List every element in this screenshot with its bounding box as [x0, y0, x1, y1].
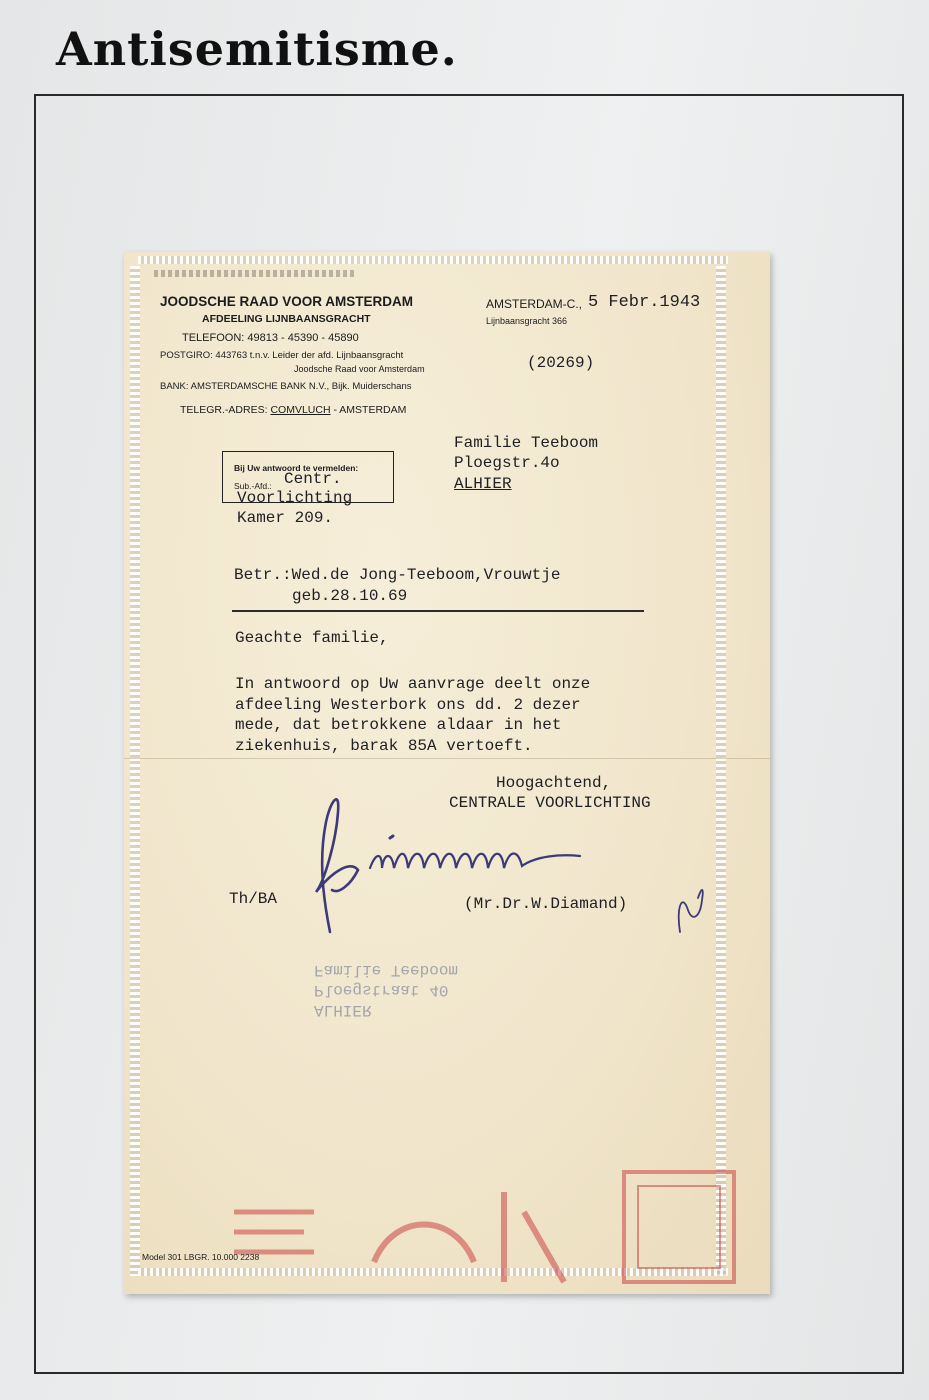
city: AMSTERDAM-C., [486, 297, 582, 311]
perforation-right [716, 266, 726, 1276]
department: AFDEELING LIJNBAANSGRACHT [202, 313, 371, 325]
form-model-line: Model 301 LBGR. 10.000 2238 [142, 1252, 260, 1262]
bank-line: BANK: AMSTERDAMSCHE BANK N.V., Bijk. Muiderschans [160, 381, 412, 392]
signer-name: (Mr.Dr.W.Diamand) [464, 895, 628, 913]
salutation: Geachte familie, [235, 629, 389, 647]
album-title: Antisemitisme. [56, 22, 458, 76]
postgiro-line1: POSTGIRO: 443763 t.n.v. Leider der afd. Lijnbaansgracht [160, 350, 404, 361]
reference-number: (20269) [527, 354, 595, 372]
subject-line1: Betr.:Wed.de Jong-Teeboom,Vrouwtje [234, 566, 561, 584]
subject-line2: geb.28.10.69 [292, 587, 408, 605]
room-number: Kamer 209. [237, 509, 334, 527]
mirrored-address-offset: ALHIER Ploegstraat 40 Familie Teeboom [314, 961, 459, 1019]
letter-sheet [124, 252, 770, 1294]
closing-line2: CENTRALE VOORLICHTING [449, 794, 651, 812]
sub-afd-value: Centr. [284, 470, 342, 488]
recipient-line2: Ploegstr.4o [454, 454, 560, 472]
handwritten-signature [310, 782, 710, 942]
postgiro-line2: Joodsche Raad voor Amsterdam [294, 364, 425, 374]
perforation-top [138, 256, 728, 264]
closing-line1: Hoogachtend, [496, 774, 612, 792]
header-print-strip [154, 270, 354, 277]
phone-numbers: TELEFOON: 49813 - 45390 - 45890 [182, 332, 359, 344]
subject-underline [232, 610, 644, 612]
org-name: JOODSCHE RAAD VOOR AMSTERDAM [160, 294, 414, 309]
recipient-line1: Familie Teeboom [454, 434, 599, 452]
typist-initials: Th/BA [229, 890, 278, 908]
street-address: Lijnbaansgracht 366 [486, 316, 568, 326]
letter-date: 5 Febr.1943 [588, 293, 701, 312]
perforation-left [130, 266, 140, 1276]
telegram-code: COMVLUCH [270, 404, 331, 416]
telegram-prefix: TELEGR.-ADRES: [180, 404, 268, 416]
franking-meter-stamp [224, 1152, 744, 1292]
sub-afd-value2: Voorlichting [237, 489, 353, 507]
telegram-address [180, 404, 406, 416]
recipient-line3: ALHIER [454, 475, 512, 493]
fold-line [124, 758, 770, 759]
sub-afd-label: Sub.-Afd.: [234, 481, 272, 491]
telegram-suffix: - AMSTERDAM [333, 404, 407, 416]
reference-box-label: Bij Uw antwoord te vermelden: [234, 463, 359, 473]
letter-body: In antwoord op Uw aanvrage deelt onze afdeeling Westerbork ons dd. 2 dezer mede, dat betrokkene aldaar in het ziekenhuis, barak 85A vertoeft. [235, 675, 591, 755]
